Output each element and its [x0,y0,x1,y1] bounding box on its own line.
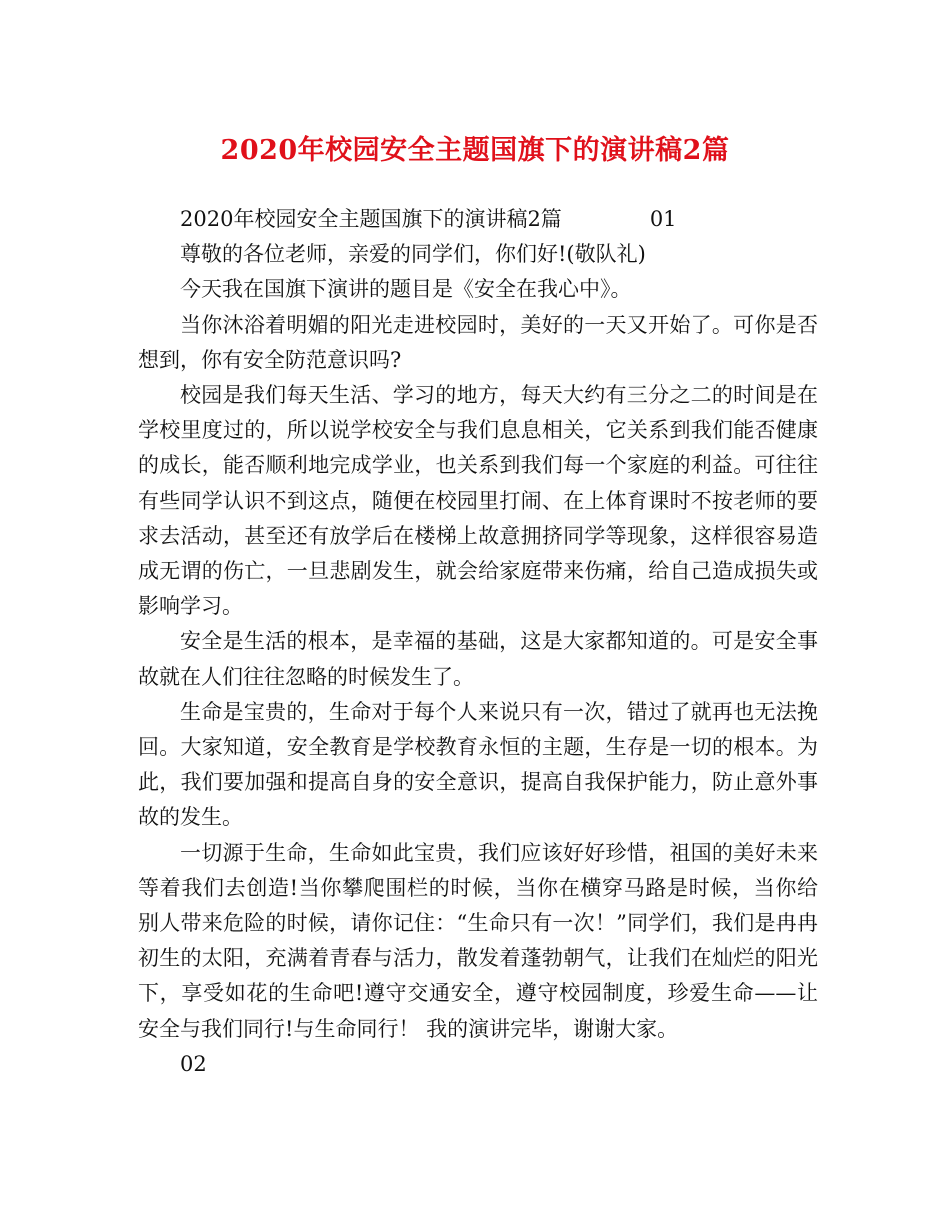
section-heading-text: 2020年校园安全主题国旗下的演讲稿2篇 [180,207,562,231]
section-heading [138,202,818,237]
paragraph: 今天我在国旗下演讲的题目是《安全在我心中》。 [180,277,632,302]
paragraph: 尊敬的各位老师，亲爱的同学们，你们好!(敬队礼) [180,242,646,267]
paragraph: 安全是生活的根本，是幸福的基础，这是大家都知道的。可是安全事故就在人们往往忽略的时候发生了。 [138,629,818,689]
paragraph: 当你沐浴着明媚的阳光走进校园时，美好的一天又开始了。可你是否想到，你有安全防范意识吗? [138,312,818,372]
document-body [138,202,818,1082]
paragraph: 校园是我们每天生活、学习的地方，每天大约有三分之二的时间是在学校里度过的，所以说学校安全与我们息息相关，它关系到我们能否健康的成长，能否顺利地完成学业，也关系到我们每一个家庭的利益。可往往有些同学认识不到这点，随便在校园里打闹、在上体育课时不按老师的要求去活动，甚至还有放学后在楼梯上故意拥挤同学等现象，这样很容易造成无谓的伤亡，一旦悲剧发生，就会给家庭带来伤痛，给自己造成损失或影响学习。 [138,383,818,619]
document-title: 2020年校园安全主题国旗下的演讲稿2篇 [220,135,730,166]
section-number: 02 [180,1051,207,1076]
paragraph: 生命是宝贵的，生命对于每个人来说只有一次，错过了就再也无法挽回。大家知道，安全教育是学校教育永恒的主题，生存是一切的根本。为此，我们要加强和提高自身的安全意识，提高自我保护能力，防止意外事故的发生。 [138,699,818,830]
section-number: 01 [649,207,677,231]
paragraph: 一切源于生命，生命如此宝贵，我们应该好好珍惜，祖国的美好未来等着我们去创造!当你攀爬围栏的时候，当你在横穿马路是时候，当你给别人带来危险的时候，请你记住：“生命只有一次！”同学们，我们是冉冉初生的太阳，充满着青春与活力，散发着蓬勃朝气，让我们在灿烂的阳光下，享受如花的生命吧!遵守交通安全，遵守校园制度，珍爱生命——让安全与我们同行!与生命同行！ 我的演讲完毕，谢谢大家。 [138,840,818,1041]
